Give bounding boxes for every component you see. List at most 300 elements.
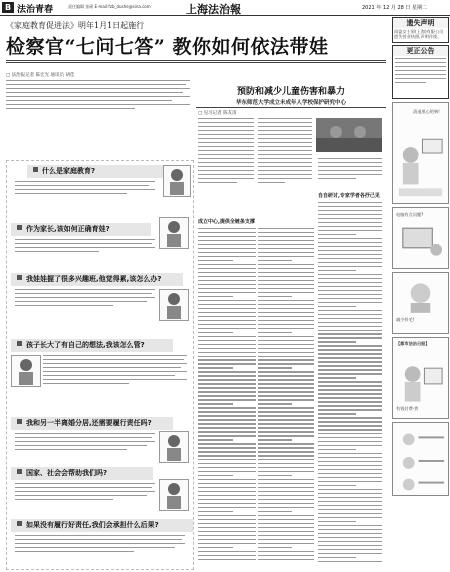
answer-6 [15,483,155,503]
text-line [318,469,382,470]
text-line [318,509,382,510]
text-line [318,405,382,406]
text-line [198,507,256,508]
text-line [198,367,233,368]
text-line [318,457,382,458]
cartoon-figure [159,431,189,463]
section-logo: B [2,2,14,13]
text-line [318,286,382,287]
text-line [258,487,314,488]
text-line [198,292,256,293]
text-line [258,264,314,265]
text-line [318,206,382,207]
correction-title: 更正公告 [393,46,448,56]
text-line [318,497,382,498]
qa-panel [6,160,194,570]
answer-3 [15,289,155,309]
text-line [198,515,256,516]
ad-caption: 减少抖毛! [396,317,415,322]
text-line [318,477,382,478]
text-line [318,377,356,378]
notice-box [392,17,449,43]
text-line [258,312,314,313]
question-2: 作为家长,该如何正确育娃? [11,223,151,236]
text-line [258,387,314,388]
text-line [258,344,314,345]
article-byline: □ 法治报记者 陈宏光 通讯员 胡佳 [6,73,75,78]
text-line [258,551,314,552]
text-line [258,451,314,452]
text-line [318,481,382,482]
text-line [318,501,382,502]
text-line [258,336,314,337]
answer-2 [15,239,155,255]
editor-line: 责任编辑 张硕 E-mail:fzb_dushe@sina.com [68,4,151,9]
text-line [258,236,314,237]
divider [196,107,386,108]
text-line [258,511,292,512]
cartoon-figure [159,289,189,321]
question-1: 什么是家庭教育? [27,165,169,178]
text-line [318,238,382,239]
lead-line: 《家庭教育促进法》明年1月1日起施行 [6,21,145,30]
text-line [318,361,382,362]
text-line [318,521,356,522]
text-line [318,210,382,211]
text-line [318,326,382,327]
cartoon-illustration [393,103,448,203]
text-line [258,395,314,396]
text-line [258,547,292,548]
ad-caption: 清退黑心的狗! [413,109,440,114]
text-line [318,529,382,530]
text-line [198,411,256,412]
text-line [258,340,314,341]
issue-date: 2021 年 12 月 28 日 星期二 [362,5,427,11]
text-line [318,222,382,223]
text-line [318,242,382,243]
text-line [318,445,382,446]
text-line [198,340,256,341]
text-line [318,218,382,219]
text-line [198,352,256,353]
text-line [258,535,314,536]
text-line [258,383,314,384]
newspaper-masthead: 上海法治報 [186,3,241,16]
text-line [258,431,314,432]
sidebar [392,17,449,496]
text-line [198,236,256,237]
divider [6,62,386,63]
text-line [198,491,256,492]
ad-panel [392,337,449,419]
text-line [258,559,314,560]
text-line [198,344,256,345]
text-line [318,341,356,342]
cartoon-illustration [393,423,448,495]
text-line [258,419,314,420]
text-line [258,447,314,448]
text-line [198,332,233,333]
column-text [318,158,382,182]
text-line [318,553,382,554]
text-line [198,511,233,512]
ad-caption: 电脑有点问题? [396,212,424,217]
text-line [198,348,256,349]
text-line [318,266,382,267]
text-line [318,365,382,366]
text-line [318,306,356,307]
text-line [198,407,256,408]
text-line [198,379,256,380]
text-line [318,230,382,231]
text-line [258,308,314,309]
text-line [198,399,256,400]
text-line [258,455,314,456]
text-line [258,363,314,364]
text-line [198,359,256,360]
text-line [318,485,356,486]
text-line [318,425,382,426]
text-line [318,417,382,418]
text-line [198,479,256,480]
text-line [198,443,256,444]
text-line [318,202,382,203]
question-7: 如果没有履行好责任,我们会承担什么后果? [11,519,193,532]
text-line [258,471,314,472]
text-line [198,527,256,528]
text-line [318,318,382,319]
cartoon-illustration [393,273,448,333]
column-text [258,228,314,563]
cartoon-figure [163,165,191,197]
text-line [318,337,382,338]
text-line [258,288,314,289]
answer-7 [15,535,185,555]
text-line [258,228,314,229]
text-line [258,248,314,249]
text-line [318,282,382,283]
text-line [318,561,382,562]
text-line [258,272,314,273]
text-line [258,280,314,281]
text-line [198,439,233,440]
text-line [198,499,256,500]
text-line [198,455,256,456]
column-text [318,202,382,565]
text-line [198,387,256,388]
text-line [318,429,382,430]
text-line [318,557,356,558]
text-line [198,288,256,289]
text-line [198,435,256,436]
text-line [258,479,314,480]
text-line [258,439,292,440]
text-line [258,555,314,556]
text-line [318,473,382,474]
notice-text: 闵盈女士原(上海)有限公司遗失营业执照,声明作废。 [394,29,444,39]
text-line [198,324,256,325]
text-line [318,246,382,247]
text-line [318,262,382,263]
text-line [198,244,256,245]
text-line [318,278,382,279]
question-4: 孩子长大了有自己的想法,我该怎么管? [11,339,173,352]
ad-panel [392,422,449,496]
text-line [198,487,256,488]
text-line [318,353,382,354]
text-line [198,252,256,253]
text-line [318,517,382,518]
text-line [198,475,233,476]
text-line [318,465,382,466]
text-line [198,336,256,337]
text-line [318,349,382,350]
text-line [318,489,382,490]
text-line [258,371,314,372]
text-line [258,519,314,520]
text-line [258,435,314,436]
text-line [258,507,314,508]
text-line [258,463,314,464]
text-line [318,545,382,546]
text-line [198,431,256,432]
text-line [198,248,256,249]
text-line [318,369,382,370]
text-line [318,385,382,386]
text-line [258,292,314,293]
main-headline: 检察官“七问七答” 教你如何依法带娃 [6,36,329,58]
text-line [258,543,314,544]
text-line [198,403,233,404]
text-line [198,555,256,556]
text-line [258,515,314,516]
cartoon-illustration [393,208,448,268]
article-byline: □ 见习记者 陈友清 [198,111,237,116]
text-line [258,499,314,500]
text-line [258,403,292,404]
text-line [198,395,256,396]
ad-caption: 有钱付费·赏 [396,406,419,411]
news-photo [316,118,382,152]
text-line [198,308,256,309]
notice-title: 遗失声明 [393,18,448,28]
section-heading: 成立中心,提供全链条支撑 [198,219,255,225]
text-line [318,258,382,259]
text-line [198,543,256,544]
text-line [318,453,382,454]
text-line [258,252,314,253]
text-line [258,491,314,492]
text-line [198,535,256,536]
text-line [198,284,256,285]
text-line [318,461,382,462]
divider [6,60,386,61]
correction-box [392,45,449,99]
text-line [198,447,256,448]
text-line [258,459,314,460]
text-line [318,401,382,402]
text-line [198,300,256,301]
text-line [318,413,356,414]
article-subheadline: 华东师范大学成立未成年人学校保护研究中心 [235,100,346,106]
text-line [318,513,382,514]
text-line [198,260,233,261]
text-line [318,330,382,331]
ad-panel [392,272,449,334]
text-line [198,375,256,376]
text-line [318,294,382,295]
text-line [318,357,382,358]
text-line [258,332,292,333]
answer-5 [15,433,155,453]
text-line [198,419,256,420]
text-line [198,296,233,297]
text-line [258,527,314,528]
text-line [258,284,314,285]
text-line [318,310,382,311]
text-line [318,493,382,494]
text-line [318,290,382,291]
text-line [318,433,382,434]
text-line [258,328,314,329]
text-line [258,320,314,321]
text-line [258,232,314,233]
text-line [198,467,256,468]
text-line [258,467,314,468]
text-line [318,226,382,227]
text-line [318,449,356,450]
text-line [198,276,256,277]
text-line [198,423,256,424]
text-line [258,359,314,360]
text-line [198,280,256,281]
text-line [258,379,314,380]
intro-text [6,80,190,112]
column-text [198,118,254,186]
page-header [0,0,450,16]
text-line [198,551,256,552]
text-line [198,383,256,384]
text-line [318,234,356,235]
text-line [258,391,314,392]
text-line [318,533,382,534]
text-line [258,423,314,424]
text-line [258,256,314,257]
ad-panel [392,207,449,269]
text-line [258,260,292,261]
question-5: 我和另一半离婚分居,还需要履行责任吗? [11,417,173,430]
text-line [318,389,382,390]
text-line [258,375,314,376]
text-line [198,523,256,524]
text-line [198,415,256,416]
text-line [258,304,314,305]
text-line [198,539,256,540]
text-line [258,316,314,317]
text-line [198,328,256,329]
text-line [318,270,356,271]
text-line [258,244,314,245]
text-line [258,475,292,476]
text-line [318,541,382,542]
text-line [258,276,314,277]
text-line [258,352,314,353]
text-line [198,427,256,428]
ad-caption: 【都市法治日报】 [396,341,430,346]
text-line [318,421,382,422]
text-line [318,409,382,410]
text-line [198,232,256,233]
text-line [258,523,314,524]
text-line [318,322,382,323]
column-text [258,118,312,186]
text-line [198,363,256,364]
text-line [258,399,314,400]
text-line [318,274,382,275]
ad-panel [392,102,449,204]
answer-1 [15,181,155,197]
text-line [318,381,382,382]
text-line [198,391,256,392]
text-line [258,539,314,540]
text-line [318,333,382,334]
text-line [198,503,256,504]
cartoon-figure [159,479,189,511]
answer-4 [43,355,187,387]
text-line [198,547,233,548]
text-line [258,415,314,416]
text-line [258,427,314,428]
text-line [258,411,314,412]
text-line [318,214,382,215]
text-line [318,397,382,398]
text-line [258,300,314,301]
text-line [198,356,256,357]
text-line [198,483,256,484]
text-line [198,451,256,452]
text-line [318,314,382,315]
text-line [198,264,256,265]
text-line [318,441,382,442]
text-line [198,316,256,317]
article-headline: 预防和减少儿童伤害和暴力 [236,87,345,97]
text-line [258,348,314,349]
text-line [198,272,256,273]
text-line [318,549,382,550]
text-line [198,519,256,520]
section-name: 法治青春 [17,5,54,15]
cartoon-figure [11,355,41,387]
text-line [318,254,382,255]
question-3: 我娃娃握了很多兴趣班,他觉得累,该怎么办? [11,273,183,286]
section-heading: 自自研讨,专家学者各抒己见 [318,193,380,199]
text-line [198,371,256,372]
text-line [258,356,314,357]
text-line [258,503,314,504]
text-line [198,312,256,313]
question-6: 国家、社会会帮助我们吗? [11,467,153,480]
text-line [258,531,314,532]
text-line [198,240,256,241]
text-line [198,471,256,472]
text-line [258,324,314,325]
text-line [318,393,382,394]
text-line [198,459,256,460]
text-line [198,559,256,560]
text-line [198,256,256,257]
text-line [198,304,256,305]
